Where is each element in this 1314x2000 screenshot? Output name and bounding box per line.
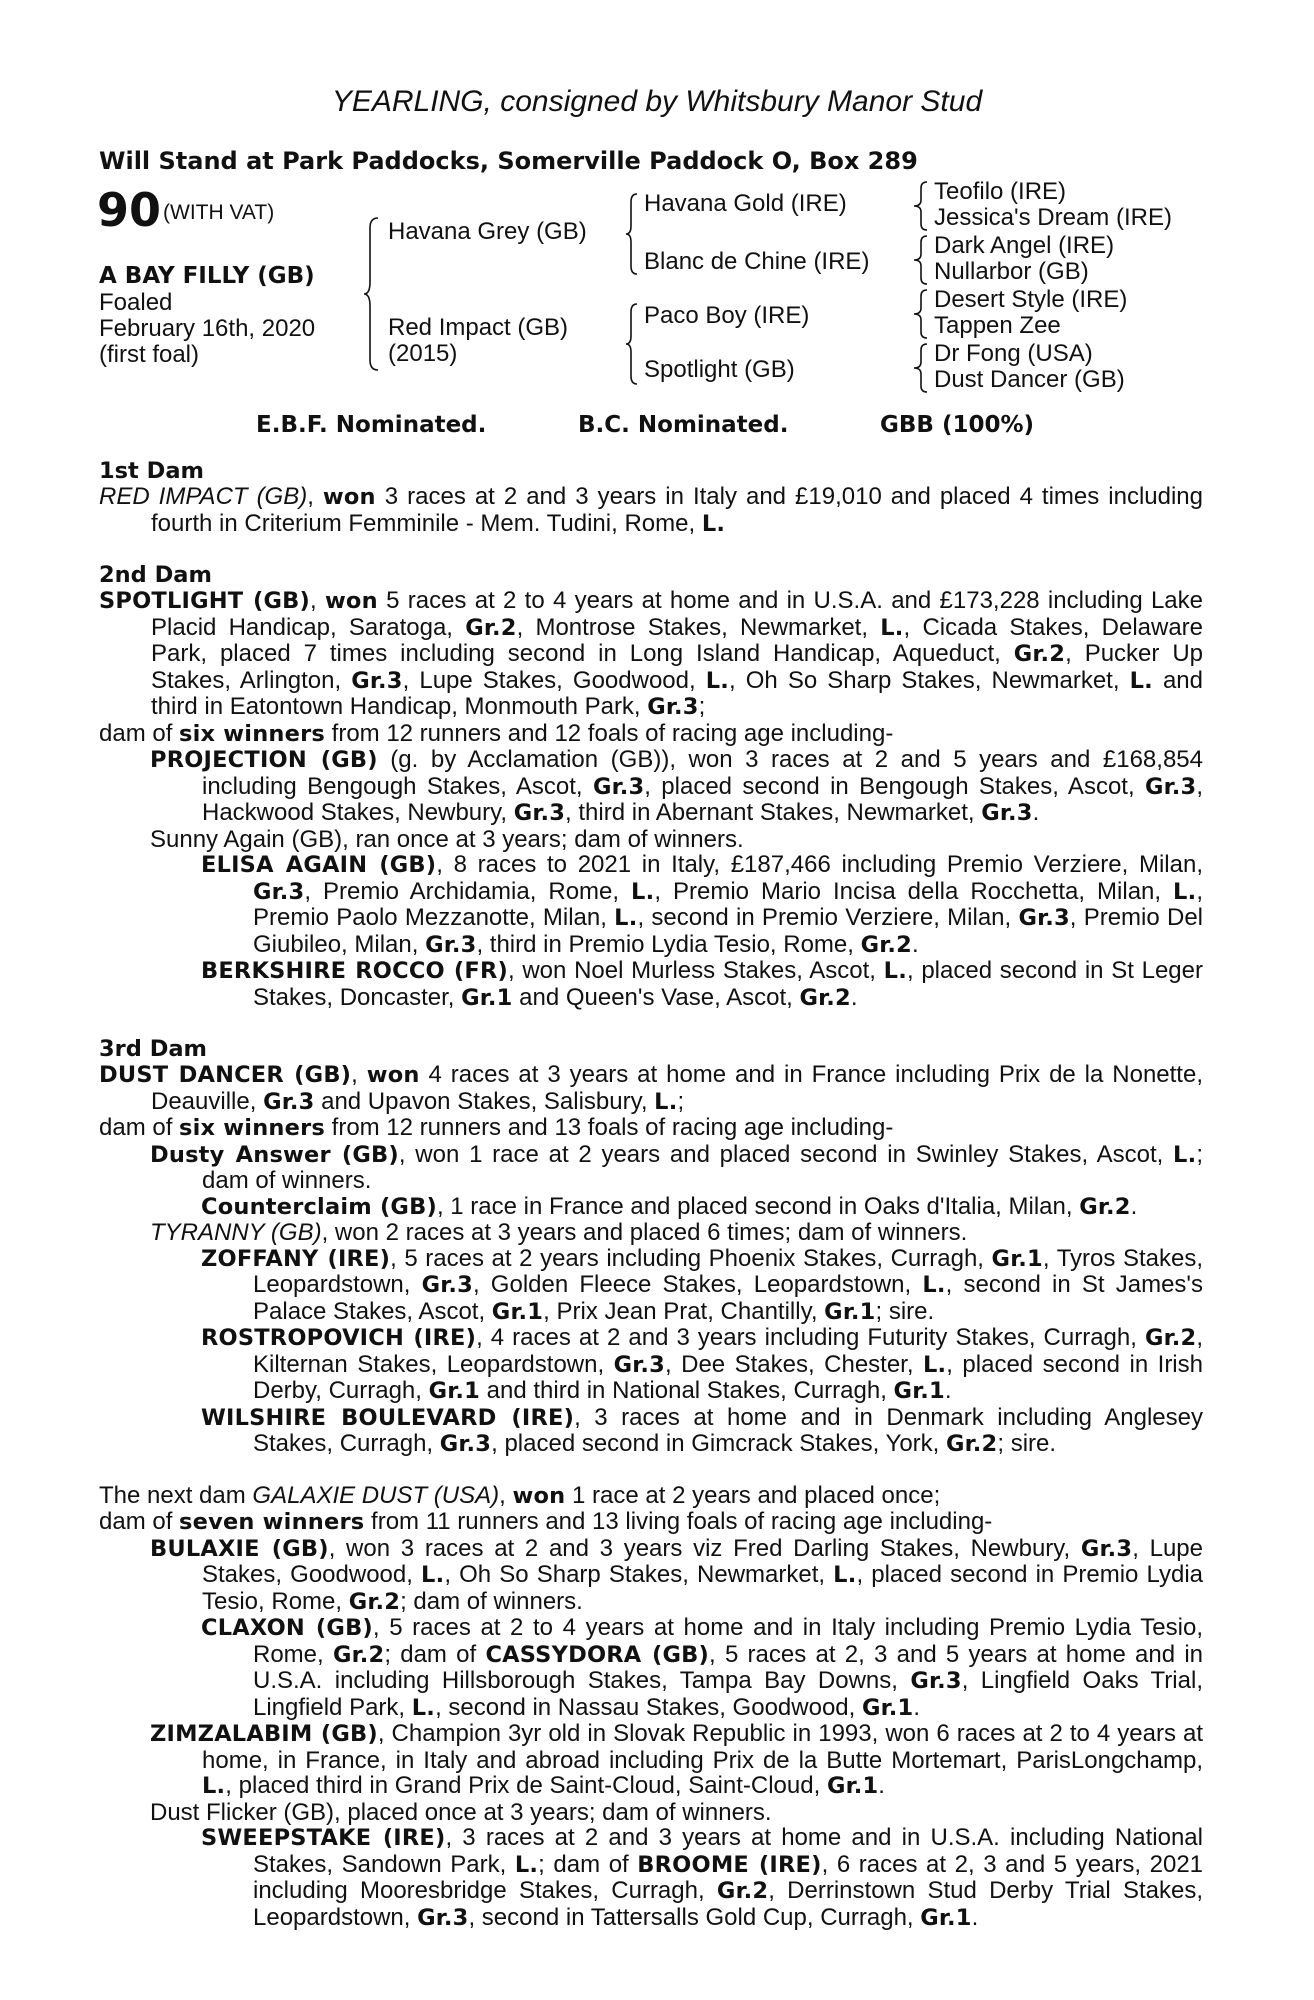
gbb-rating: GBB (100%) xyxy=(880,412,1035,438)
pedigree-g7: Dr Fong (USA) xyxy=(934,340,1093,367)
pedigree-sire-dam: Blanc de Chine (IRE) xyxy=(644,248,870,275)
pedigree-g3: Dark Angel (IRE) xyxy=(934,232,1115,259)
third-dam-name: DUST DANCER (GB) xyxy=(99,1062,352,1088)
produce-entry: Dusty Answer (GB), won 1 race at 2 years and placed second in Swinley Stakes, Ascot, L.; dam of winners. xyxy=(150,1140,1203,1194)
pedigree-sire-sire: Havana Gold (IRE) xyxy=(644,190,847,217)
produce-entry: ZOFFANY (IRE), 5 races at 2 years including Phoenix Stakes, Curragh, Gr.1, Tyros Stakes, Leopardstown, Gr.3, Golden Fleece Stakes, Leopardstown, L., second in St James's Palace Stakes, Ascot, Gr.1, Prix Jean Prat, Chantilly, Gr.1; sire. xyxy=(201,1244,1204,1325)
pedigree-dam: Red Impact (GB) xyxy=(388,314,569,341)
pedigree-brace-g12 xyxy=(912,180,930,232)
lot-number: 90 xyxy=(97,183,162,237)
pedigree-brace-dam xyxy=(624,302,640,386)
ebf-nomination: E.B.F. Nominated. xyxy=(256,412,487,438)
second-dam-produce-summary: dam of six winners from 12 runners and 12 foals of racing age including- xyxy=(99,719,894,747)
second-dam-record: SPOTLIGHT (GB), won 5 races at 2 to 4 years at home and in U.S.A. and £173,228 including Lake Placid Handicap, Saratoga, Gr.2, Montrose Stakes, Newmarket, L., Cicada Stakes, Delaware Park, placed 7 times including second in Long Island Handicap, Aqueduct, Gr.2, Pucker Up Stakes, Arlington, Gr.3, Lupe Stakes, Goodwood, L., Oh So Sharp Stakes, Newmarket, L. and third in Eatontown Handicap, Monmouth Park, Gr.3; xyxy=(99,587,1204,720)
pedigree-g5: Desert Style (IRE) xyxy=(934,286,1128,313)
third-dam-heading: 3rd Dam xyxy=(99,1036,207,1062)
pedigree-brace-g56 xyxy=(912,288,930,340)
foaled-label: Foaled xyxy=(99,289,173,316)
stall-location: Will Stand at Park Paddocks, Somerville Paddock O, Box 289 xyxy=(99,147,918,175)
catalogue-body xyxy=(99,458,1203,1931)
first-dam-record: RED IMPACT (GB), won 3 races at 2 and 3 years in Italy and £19,010 and placed 4 times including fourth in Criterium Femminile - Mem. Tudini, Rome, L. xyxy=(99,483,1203,537)
pedigree-brace-main xyxy=(362,216,382,372)
produce-entry: BERKSHIRE ROCCO (FR), won Noel Murless Stakes, Ascot, L., placed second in St Leger Stakes, Doncaster, Gr.1 and Queen's Vase, Ascot, Gr.2. xyxy=(201,957,1203,1011)
produce-entry: TYRANNY (GB), won 2 races at 3 years and placed 6 times; dam of winners. xyxy=(150,1219,968,1246)
pedigree-brace-sire xyxy=(624,192,640,276)
produce-entry: BULAXIE (GB), won 3 races at 2 and 3 years viz Fred Darling Stakes, Newbury, Gr.3, Lupe Stakes, Goodwood, L., Oh So Sharp Stakes, Newmarket, L., placed second in Premio Lydia Tesio, Rome, Gr.2; dam of winners. xyxy=(150,1534,1204,1615)
produce-entry: ELISA AGAIN (GB), 8 races to 2021 in Italy, £187,466 including Premio Verziere, Milan, Gr.3, Premio Archidamia, Rome, L., Premio Mario Incisa della Rocchetta, Milan, L., Premio Paolo Mezzanotte, Milan, L., second in Premio Verziere, Milan, Gr.3, Premio Del Giubileo, Milan, Gr.3, third in Premio Lydia Tesio, Rome, Gr.2. xyxy=(201,851,1204,958)
third-dam-produce-summary: dam of six winners from 12 runners and 13 foals of racing age including- xyxy=(99,1114,894,1141)
pedigree-dam-dam: Spotlight (GB) xyxy=(644,356,795,383)
produce-entry: SWEEPSTAKE (IRE), 3 races at 2 and 3 years at home and in U.S.A. including National Stakes, Sandown Park, L.; dam of BROOME (IRE), 6 races at 2, 3 and 5 years, 2021 including Mooresbridge Stakes, Curragh, Gr.2, Derrinstown Stud Derby Trial Stakes, Leopardstown, Gr.3, second in Tattersalls Gold Cup, Curragh, Gr.1. xyxy=(201,1824,1204,1931)
produce-entry: Counterclaim (GB), 1 race in France and placed second in Oaks d'Italia, Milan, Gr.2. xyxy=(201,1192,1138,1220)
pedigree-sire: Havana Grey (GB) xyxy=(388,218,587,245)
produce-entry: PROJECTION (GB) (g. by Acclamation (GB)), won 3 races at 2 and 5 years and £168,854 including Bengough Stakes, Ascot, Gr.3, placed second in Bengough Stakes, Ascot, Gr.3, Hackwood Stakes, Newbury, Gr.3, third in Abernant Stakes, Newmarket, Gr.3. xyxy=(150,746,1203,826)
vat-note: (WITH VAT) xyxy=(163,201,275,224)
pedigree-g8: Dust Dancer (GB) xyxy=(934,366,1125,393)
pedigree-dam-sire: Paco Boy (IRE) xyxy=(644,302,810,329)
second-dam-heading: 2nd Dam xyxy=(99,562,212,588)
next-dam-produce-summary: dam of seven winners from 11 runners and 13 living foals of racing age including- xyxy=(99,1508,993,1535)
page-title: YEARLING, consigned by Whitsbury Manor Stud xyxy=(331,85,983,118)
pedigree-g4: Nullarbor (GB) xyxy=(934,258,1089,285)
third-dam-record: DUST DANCER (GB), won 4 races at 3 years at home and in France including Prix de la Nonette, Deauville, Gr.3 and Upavon Stakes, Salisbury, L.; xyxy=(99,1061,1203,1115)
first-dam-name: RED IMPACT (GB) xyxy=(99,483,308,510)
pedigree-dam-year: (2015) xyxy=(388,340,458,367)
foaled-date: February 16th, 2020 xyxy=(99,315,316,342)
produce-entry: WILSHIRE BOULEVARD (IRE), 3 races at home and in Denmark including Anglesey Stakes, Curragh, Gr.3, placed second in Gimcrack Stakes, York, Gr.2; sire. xyxy=(201,1403,1203,1457)
produce-entry: Sunny Again (GB), ran once at 3 years; dam of winners. xyxy=(150,825,744,853)
produce-entry: ROSTROPOVICH (IRE), 4 races at 2 and 3 years including Futurity Stakes, Curragh, Gr.2, Kilternan Stakes, Leopardstown, Gr.3, Dee Stakes, Chester, L., placed second in Irish Derby, Curragh, Gr.1 and third in National Stakes, Curragh, Gr.1. xyxy=(201,1324,1204,1404)
pedigree-brace-g34 xyxy=(912,234,930,286)
nominations xyxy=(0,410,1314,440)
foaling-details xyxy=(99,290,315,368)
pedigree-g6: Tappen Zee xyxy=(934,312,1061,339)
produce-entry: ZIMZALABIM (GB), Champion 3yr old in Slovak Republic in 1993, won 6 races at 2 to 4 years at home, in France, in Italy and abroad including Prix de la Butte Mortemart, ParisLongchamp, L., placed third in Grand Prix de Saint-Cloud, Saint-Cloud, Gr.1. xyxy=(150,1720,1203,1799)
produce-entry: Dust Flicker (GB), placed once at 3 years; dam of winners. xyxy=(150,1798,772,1826)
first-dam-heading: 1st Dam xyxy=(99,458,204,484)
next-dam-name: GALAXIE DUST (USA) xyxy=(252,1481,500,1509)
next-dam-record: The next dam GALAXIE DUST (USA), won 1 race at 2 years and placed once; xyxy=(99,1481,941,1509)
produce-entry: CLAXON (GB), 5 races at 2 to 4 years at home and in Italy including Premio Lydia Tesio, Rome, Gr.2; dam of CASSYDORA (GB), 5 races at 2, 3 and 5 years at home and in U.S.A. including Hillsborough Stakes, Tampa Bay Downs, Gr.3, Lingfield Oaks Trial, Lingfield Park, L., second in Nassau Stakes, Goodwood, Gr.1. xyxy=(201,1614,1204,1721)
pedigree-g2: Jessica's Dream (IRE) xyxy=(934,204,1172,231)
second-dam-name: SPOTLIGHT (GB) xyxy=(99,588,310,614)
bc-nomination: B.C. Nominated. xyxy=(578,412,789,438)
foal-note: (first foal) xyxy=(99,341,200,368)
pedigree-g1: Teofilo (IRE) xyxy=(934,178,1067,205)
horse-name: A BAY FILLY (GB) xyxy=(99,263,315,289)
pedigree-brace-g78 xyxy=(912,342,930,394)
